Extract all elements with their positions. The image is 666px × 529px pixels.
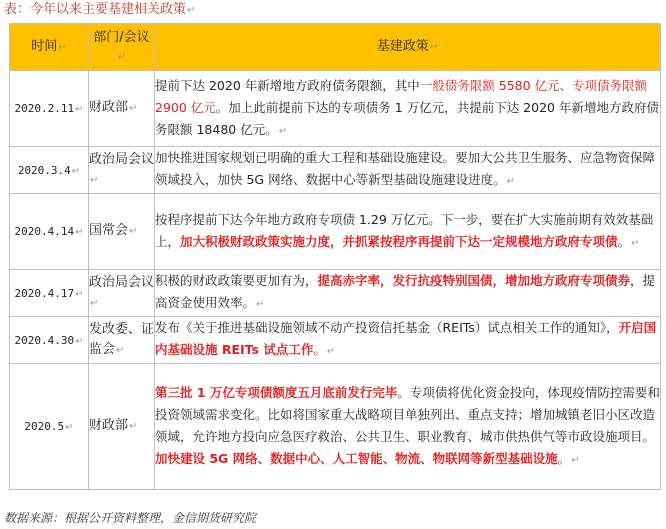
policy-text: 。: [557, 450, 571, 466]
header-dept: [89, 24, 155, 71]
paragraph-mark-icon: ↵: [75, 288, 84, 300]
paragraph-mark-icon: ↵: [65, 422, 74, 433]
policy-text: 。专项债将优化资金投向，体现疫情防控需要和投资领域需求变化。比如将国家重大战略项目单独列出、重点支持；增加城镇老旧小区改造领域，允许地方投向应急医疗救治、公共卫生、职业教育、城市供热供气等市政设施项目。: [155, 384, 660, 444]
policy-text: 。: [313, 342, 326, 357]
paragraph-mark-icon: ↵: [129, 103, 138, 114]
paragraph-mark-icon: ↵: [71, 165, 81, 177]
paragraph-mark-icon: ↵: [429, 42, 439, 53]
policy-text: 提前下达 2020 年新增地方政府债务限额，其中: [155, 77, 420, 93]
paragraph-mark-icon: ↵: [187, 5, 196, 16]
paragraph-mark-icon: ↵: [117, 51, 127, 63]
table-row: [10, 364, 661, 490]
row-dept: 政治局会议: [89, 151, 155, 167]
row-dept-cell: [89, 317, 155, 364]
paragraph-mark-icon: ↵: [58, 42, 67, 53]
row-time-cell: [10, 194, 89, 270]
highlight-text: 一般债务限额 5580 亿元、专项债务限额 2900 亿元: [155, 77, 648, 115]
row-time: 2020.3.4: [17, 163, 71, 177]
policy-table: [9, 23, 661, 490]
table-row: [10, 194, 661, 270]
paragraph-mark-icon: ↵: [90, 174, 99, 186]
header-time-label: 时间: [31, 39, 58, 54]
paragraph-mark-icon: ↵: [571, 454, 580, 466]
row-policy-cell: [155, 194, 661, 270]
paragraph-mark-icon: ↵: [90, 297, 99, 309]
data-source-text: 数据来源：根据公开资料整理，金信期货研究院: [4, 511, 257, 525]
paragraph-mark-icon: ↵: [75, 227, 84, 238]
row-time: 2020.4.17: [14, 286, 75, 300]
row-time-cell: [10, 71, 89, 147]
row-time: 2020.4.14: [14, 225, 75, 238]
row-dept-cell: [89, 71, 155, 147]
paragraph-mark-icon: ↵: [129, 226, 138, 237]
row-dept: 财政部: [89, 100, 129, 115]
row-dept-cell: [89, 147, 155, 194]
row-dept-cell: [89, 270, 155, 317]
row-time: 2020.2.11: [14, 102, 75, 115]
table-row: [10, 270, 661, 317]
policy-text: 。: [617, 233, 631, 249]
row-dept-cell: [89, 194, 155, 270]
row-time-cell: [10, 364, 89, 490]
row-time: 2020.5: [24, 420, 65, 433]
paragraph-mark-icon: ↵: [75, 335, 84, 347]
paragraph-mark-icon: ↵: [116, 344, 125, 356]
policy-text: 。加上此前提前下达的专项债务 1 万亿元，共提前下达 2020 年新增地方政府债务限额 18480 亿元。: [155, 99, 659, 137]
highlight-bold-text: 第三批 1 万亿专项债额度五月底前发行完毕: [155, 384, 398, 400]
table-caption-text: 表：今年以来主要基建相关政策: [4, 2, 187, 17]
policy-text: 按程序提前下达今年地方政府专项债 1.29 万亿元。下一步，要在扩大实施前期有效效基础上，: [155, 211, 654, 249]
table-caption: [4, 2, 195, 19]
policy-text: 加快推进国家规划已明确的重大工程和基础设施建设。要加大公共卫生服务、应急物资保障领域投入，加快 5G 网络、数据中心等新型基础设施建设进度。: [155, 150, 656, 187]
table-header-row: [10, 24, 661, 71]
paragraph-mark-icon: ↵: [326, 346, 336, 357]
row-time: 2020.4.30: [14, 333, 75, 347]
header-time: [10, 24, 89, 71]
highlight-bold-text: 提高赤字率，发行抗疫特别国债，增加地方政府专项债券: [317, 273, 631, 288]
table-row: [10, 71, 661, 147]
row-time-cell: [10, 317, 89, 364]
paragraph-mark-icon: ↵: [75, 104, 84, 115]
paragraph-mark-icon: ↵: [278, 125, 288, 137]
row-policy-cell: [155, 364, 661, 490]
header-dept-label: 部门/会议: [93, 29, 150, 45]
row-dept: 财政部: [89, 418, 129, 433]
table-body: [10, 71, 661, 490]
row-policy-cell: [155, 317, 661, 364]
policy-text: 发布《关于推进基础设施领域不动产投资信托基金（REITs）试点相关工作的通知》，: [155, 320, 619, 335]
row-dept: 国常会: [89, 223, 129, 238]
data-source-note: [4, 510, 256, 526]
row-policy-cell: [155, 270, 661, 317]
header-policy: [155, 24, 661, 71]
policy-text: ，提高资金使用效率。: [155, 273, 656, 310]
table-row: [10, 317, 661, 364]
highlight-bold-text: 加大积极财政政策实施力度，并抓紧按程序再提前下达一定规模地方政府专项债: [180, 233, 618, 249]
policy-text: 积极的财政政策要更加有为，: [155, 273, 318, 288]
highlight-bold-text: 开启国内基础设施 REITs 试点工作: [155, 320, 657, 357]
header-policy-label: 基建政策: [376, 39, 429, 54]
row-time-cell: [10, 270, 89, 317]
row-dept: 发改委、证监会: [89, 321, 155, 357]
paragraph-mark-icon: ↵: [506, 176, 515, 187]
row-policy-cell: [155, 147, 661, 194]
row-policy-cell: [155, 71, 661, 147]
paragraph-mark-icon: ↵: [256, 299, 265, 310]
row-dept: 政治局会议: [89, 274, 155, 290]
table-row: [10, 147, 661, 194]
paragraph-mark-icon: ↵: [631, 237, 640, 249]
paragraph-mark-icon: ↵: [129, 421, 138, 432]
row-time-cell: [10, 147, 89, 194]
row-dept-cell: [89, 364, 155, 490]
highlight-bold-text: 加快建设 5G 网络、数据中心、人工智能、物流、物联网等新型基础设施: [155, 450, 558, 466]
